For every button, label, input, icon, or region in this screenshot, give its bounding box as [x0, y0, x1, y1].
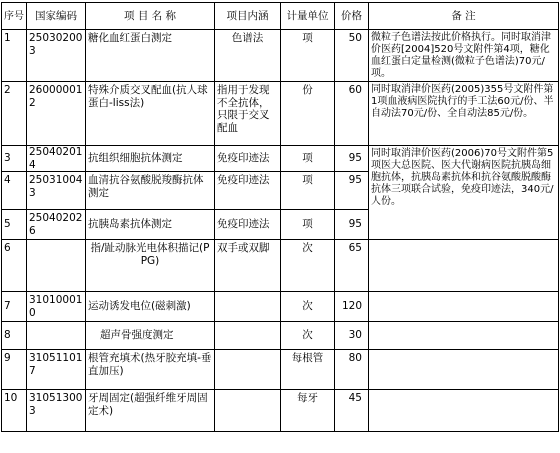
table-row — [2, 146, 559, 172]
row-unit: 每根管 — [281, 350, 335, 390]
row-note-empty — [369, 292, 559, 322]
row-unit: 次 — [281, 240, 335, 292]
row-seq: 8 — [2, 322, 27, 350]
header-name: 项 目 名 称 — [86, 3, 215, 30]
row-content — [215, 292, 281, 322]
row-content: 色谱法 — [215, 30, 281, 82]
row-seq: 7 — [2, 292, 27, 322]
row-price: 95 — [335, 172, 369, 210]
row-note-empty — [369, 350, 559, 390]
row-seq: 9 — [2, 350, 27, 390]
row-code: 250302003 — [27, 30, 86, 82]
header-unit: 计量单位 — [281, 3, 335, 30]
table-row — [2, 322, 559, 350]
row-price: 95 — [335, 146, 369, 172]
row-code — [27, 240, 86, 292]
row-unit: 每牙 — [281, 390, 335, 432]
row-name: 糖化血红蛋白测定 — [86, 30, 215, 82]
header-row — [2, 3, 559, 30]
table-row — [2, 30, 559, 82]
table-row — [2, 82, 559, 146]
row-name: 特殊介质交叉配血(抗人球蛋白-liss法) — [86, 82, 215, 146]
row-content: 免疫印迹法 — [215, 210, 281, 240]
row-unit: 次 — [281, 292, 335, 322]
row-code: 250310043 — [27, 172, 86, 210]
row-price: 45 — [335, 390, 369, 432]
row-code: 310513003 — [27, 390, 86, 432]
row-content — [215, 322, 281, 350]
row-price: 120 — [335, 292, 369, 322]
row-unit: 项 — [281, 146, 335, 172]
row-name: 运动诱发电位(磁刺激) — [86, 292, 215, 322]
row-code: 310100010 — [27, 292, 86, 322]
row-price: 60 — [335, 82, 369, 146]
row-name: 抗组织细胞抗体测定 — [86, 146, 215, 172]
row-price: 50 — [335, 30, 369, 82]
header-note: 备 注 — [369, 3, 559, 30]
row-name: 根管充填术(热牙胶充填-垂直加压) — [86, 350, 215, 390]
row-name: 抗胰岛素抗体测定 — [86, 210, 215, 240]
table-row — [2, 350, 559, 390]
header-code: 国家编码 — [27, 3, 86, 30]
row-code: 260000012 — [27, 82, 86, 146]
row-name: 超声骨强度测定 — [86, 322, 215, 350]
table-row — [2, 390, 559, 432]
row-seq: 10 — [2, 390, 27, 432]
row-seq: 4 — [2, 172, 27, 210]
row-note-empty — [369, 240, 559, 292]
row-unit: 项 — [281, 30, 335, 82]
row-name: 指/趾动脉光电体积描记(PPG) — [86, 240, 215, 292]
row-code — [27, 322, 86, 350]
row-price: 30 — [335, 322, 369, 350]
row-code: 250402026 — [27, 210, 86, 240]
row-price: 65 — [335, 240, 369, 292]
row-price: 80 — [335, 350, 369, 390]
row-unit: 项 — [281, 172, 335, 210]
header-content: 项目内涵 — [215, 3, 281, 30]
row-seq: 3 — [2, 146, 27, 172]
row-seq: 1 — [2, 30, 27, 82]
header-price: 价格 — [335, 3, 369, 30]
row-content: 双手或双脚 — [215, 240, 281, 292]
row-code: 310511017 — [27, 350, 86, 390]
price-table — [1, 2, 559, 432]
row-price: 95 — [335, 210, 369, 240]
row-note-empty — [369, 322, 559, 350]
header-seq: 序号 — [2, 3, 27, 30]
table-row — [2, 240, 559, 292]
row-seq: 6 — [2, 240, 27, 292]
row-unit: 份 — [281, 82, 335, 146]
row-content — [215, 350, 281, 390]
row-note: 微粒子色谱法按此价格执行。同时取消津价医药[2004]520号文附件第4项，糖化血红蛋白定量检测(微粒子色谱法)70元/项。 — [369, 30, 559, 82]
table-row — [2, 292, 559, 322]
row-note-empty — [369, 390, 559, 432]
row-seq: 5 — [2, 210, 27, 240]
row-content: 免疫印迹法 — [215, 146, 281, 172]
row-unit: 次 — [281, 322, 335, 350]
row-seq: 2 — [2, 82, 27, 146]
row-content: 免疫印迹法 — [215, 172, 281, 210]
row-name: 血清抗谷氨酸脱羧酶抗体测定 — [86, 172, 215, 210]
row-note: 同时取消津价医药(2006)70号文附件第5项医大总医院、医大代谢病医院抗胰岛细胞抗体，抗胰岛素抗体和抗谷氨酸脱酸酶抗体三项联合试验，免疫印迹法，340元/人份。 — [369, 146, 559, 240]
row-name: 牙周固定(超强纤维牙周固定术) — [86, 390, 215, 432]
row-note: 同时取消津价医药(2005)355号文附件第1项血液病医院执行的手工法60元/份、半自动法70元/份、全自动法85元/份。 — [369, 82, 559, 146]
row-content — [215, 390, 281, 432]
row-code: 250402014 — [27, 146, 86, 172]
row-unit: 项 — [281, 210, 335, 240]
row-content: 指用于发现不全抗体，只限于交叉配血 — [215, 82, 281, 146]
